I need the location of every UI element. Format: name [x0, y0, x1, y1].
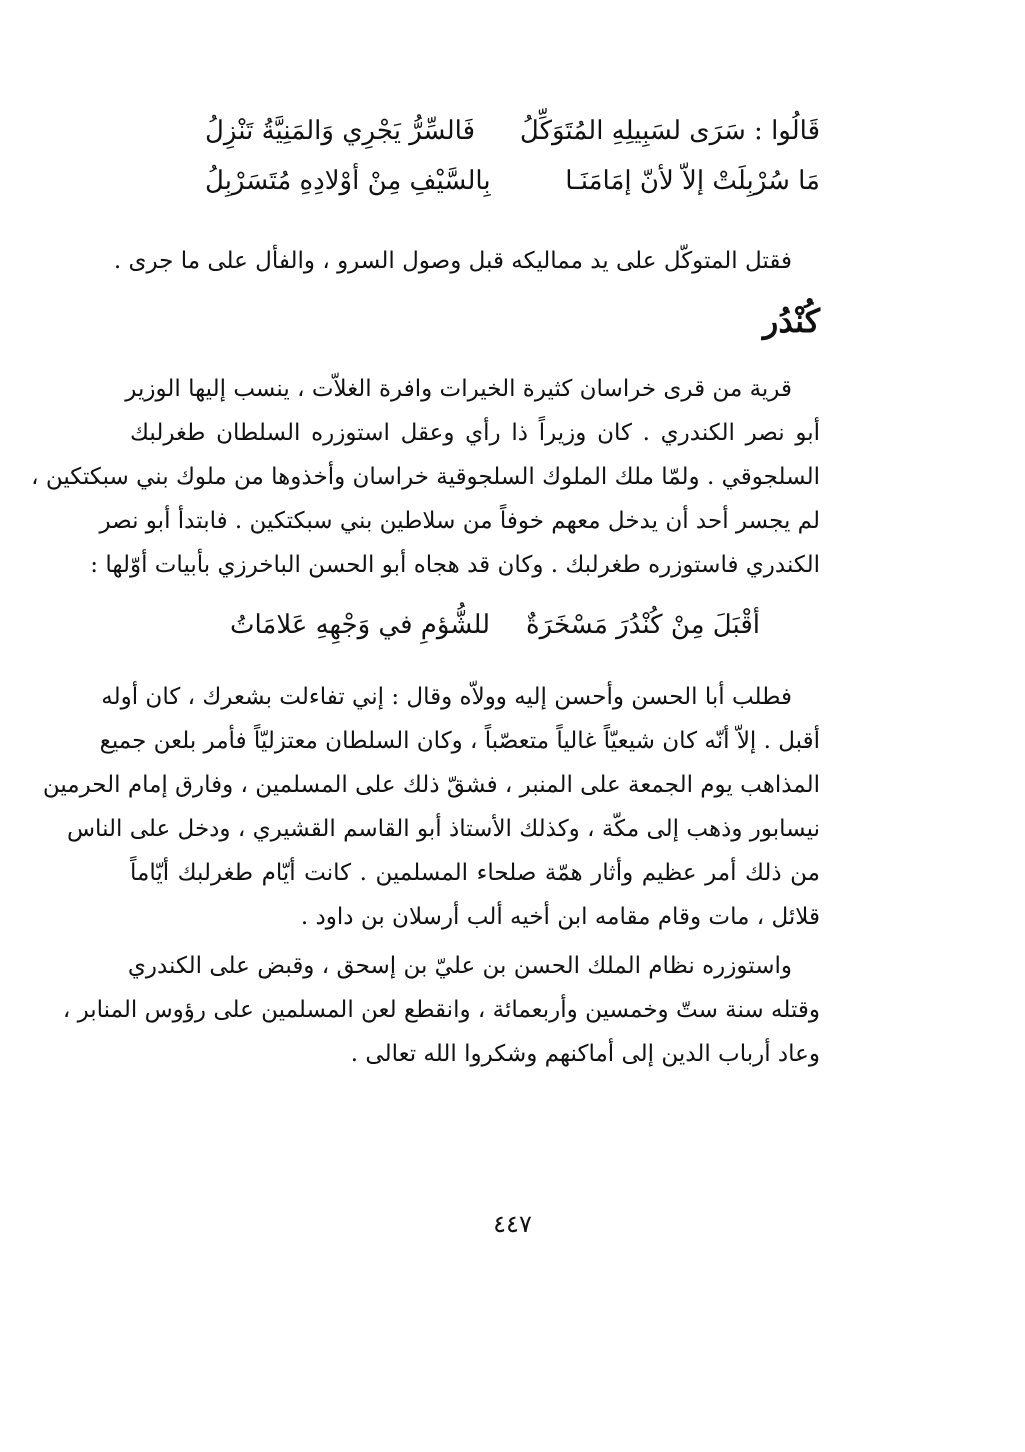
paragraph-3-line-2: أقبل . إلاّ أنّه كان شيعيّاً غالياً متعصّباً ، وكان السلطان معتزليّاً فأمر بلعن جميع: [99, 728, 820, 754]
verse-line-1-left: فَالسِّرُّ يَجْرِي وَالمَنِيَّةُ تَنْزِلُ: [205, 116, 476, 146]
page-number: ٤٤٧: [493, 1210, 532, 1238]
paragraph-2-line-4: لم يجسر أحد أن يدخل معهم خوفاً من سلاطين بني سبكتكين . فابتدأ أبو نصر: [99, 508, 820, 534]
paragraph-2-line-5: الكندري فاستوزره طغرلبك . وكان قد هجاه أبو الحسن الباخرزي بأبيات أوّلها :: [90, 552, 820, 578]
verse-line-2-left: بِالسَّيْفِ مِنْ أوْلادِهِ مُتَسَرْبِلُ: [205, 166, 491, 196]
verse-line-1: [205, 118, 820, 144]
verse-line-2-right: مَا سُرْبِلَتْ إلاّ لأنّ إمَامَنَـا: [565, 166, 820, 196]
verse-2: [230, 612, 760, 638]
paragraph-3-line-3: المذاهب يوم الجمعة على المنبر ، فشقّ ذلك على المسلمين ، وفارق إمام الحرمين: [42, 772, 820, 798]
paragraph-4-line-3: وعاد أرباب الدين إلى أماكنهم وشكروا الله تعالى .: [350, 1041, 820, 1067]
paragraph-4-line-2: وقتله سنة ستّ وخمسين وأربعمائة ، وانقطع لعن المسلمين على رؤوس المنابر ،: [62, 997, 820, 1023]
paragraph-2-line-3: السلجوقي . ولمّا ملك الملوك السلجوقية خراسان وأخذوها من ملوك بني سبكتكين ،: [31, 464, 820, 490]
verse-line-2: [205, 168, 820, 194]
paragraph-2-line-1: قرية من قرى خراسان كثيرة الخيرات وافرة الغلاّت ، ينسب إليها الوزير: [125, 376, 792, 402]
paragraph-4-line-1: واستوزره نظام الملك الحسن بن عليّ بن إسحق ، وقبض على الكندري: [127, 953, 792, 979]
verse-2-left: للشُّؤمِ في وَجْهِهِ عَلامَاتُ: [230, 610, 491, 640]
paragraph-2-line-2: أبو نصر الكندري . كان وزيراً ذا رأي وعقل استوزره السلطان طغرلبك: [130, 420, 820, 446]
paragraph-3-line-1: فطلب أبا الحسن وأحسن إليه وولاّه وقال : إني تفاءلت بشعرك ، كان أوله: [101, 684, 792, 710]
paragraph-3-line-4: نيسابور وذهب إلى مكّة ، وكذلك الأستاذ أبو القاسم القشيري ، ودخل على الناس: [66, 816, 820, 842]
paragraph-3-line-6: قلائل ، مات وقام مقامه ابن أخيه ألب أرسلان بن داود .: [300, 904, 820, 930]
verse-line-1-right: قَالُوا : سَرَى لسَبِيلِهِ المُتَوَكِّلُ: [519, 116, 820, 146]
paragraph-1-line: فقتل المتوكّل على يد مماليكه قبل وصول السرو ، والفأل على ما جرى .: [113, 248, 792, 274]
verse-2-right: أقْبَلَ مِنْ كُنْدُرَ مَسْخَرَةٌ: [526, 610, 760, 640]
paragraph-3-line-5: من ذلك أمر عظيم وأثار همّة صلحاء المسلمين . كانت أيّام طغرلبك أيّاماً: [130, 860, 820, 886]
section-heading: كُنْدُر: [762, 302, 820, 340]
